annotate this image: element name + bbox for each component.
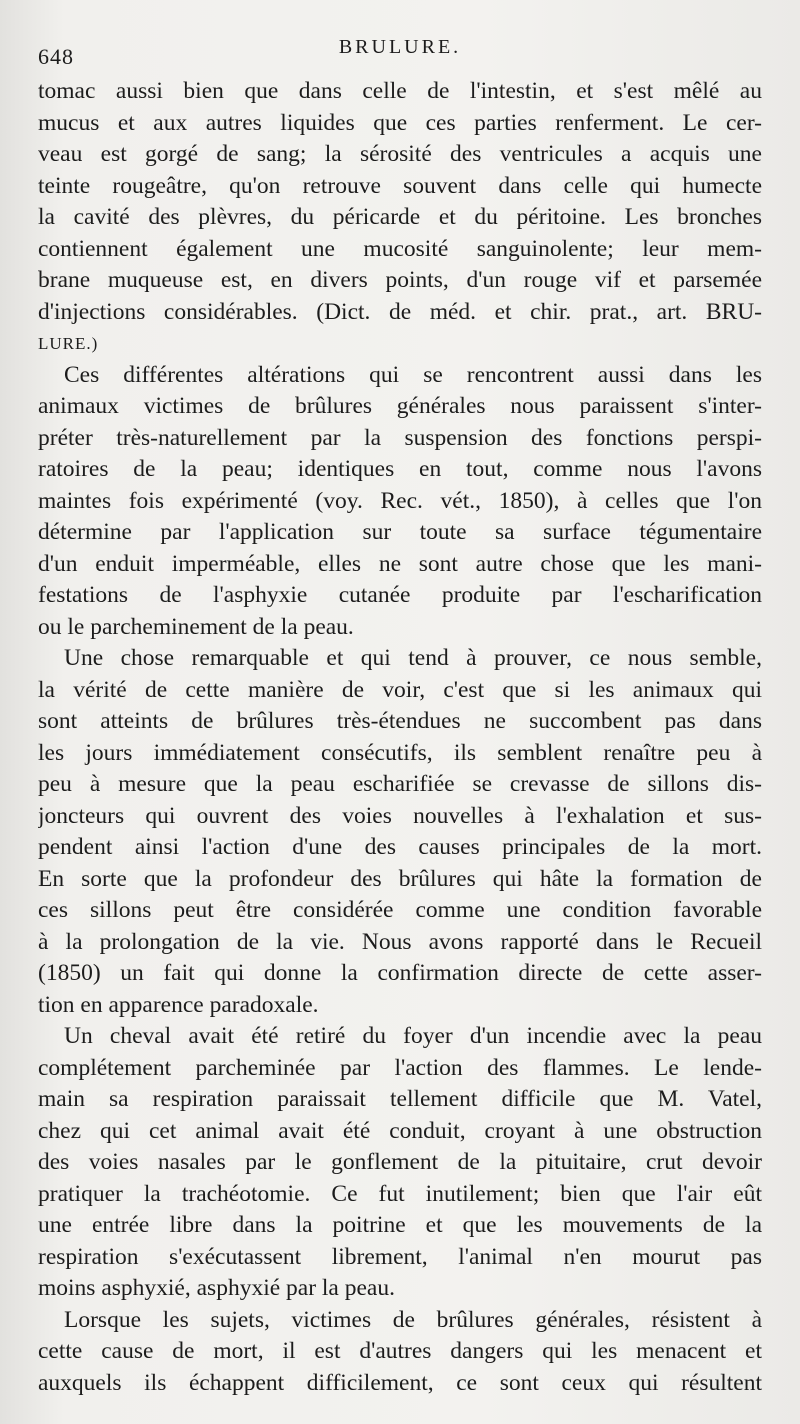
text-line: une entrée libre dans la poitrine et que les mouvements de la [38,1212,762,1238]
text-line: à la prolongation de la vie. Nous avons rapporté dans le Recueil [38,928,762,955]
text-line: En sorte que la profondeur des brûlures qui hâte la formation de [38,865,762,892]
text-line: Lorsque les sujets, victimes de brûlures générales, résistent à [64,1306,762,1333]
text-line: ces sillons peut être considérée comme une condition favorable [38,897,762,923]
text-line: la cavité des plèvres, du péricarde et du péritoine. Les bronches [38,204,762,230]
text-line: Une chose remarquable et qui tend à prouver, ce nous semble, [64,645,762,671]
text-line: animaux victimes de brûlures générales nous paraissent s'inter- [38,393,762,419]
text-line: tomac aussi bien que dans celle de l'intestin, et s'est mêlé au [38,78,762,104]
text-line: tion en apparence paradoxale. [38,991,319,1018]
text-line: Un cheval avait été retiré du foyer d'un incendie avec la peau [64,1023,762,1049]
text-line: pendent ainsi l'action d'une des causes principales de la mort. [38,834,762,860]
text-line: d'injections considérables. (Dict. de méd. et chir. prat., art. BRU- [38,298,762,325]
text-line: chez qui cet animal avait été conduit, croyant à une obstruction [38,1117,762,1144]
text-line: maintes fois expérimenté (voy. Rec. vét., 1850), à celles que l'on [38,487,762,514]
text-line: Ces différentes altérations qui se rencontrent aussi dans les [64,361,762,388]
text-line: pratiquer la trachéotomie. Ce fut inutilement; bien que l'air eût [38,1180,762,1207]
text-line: des voies nasales par le gonflement de la pituitaire, crut devoir [38,1149,762,1175]
text-line: complétement parcheminée par l'action des flammes. Le lende- [38,1054,762,1081]
body-text [38,76,762,1399]
text-line: moins asphyxié, asphyxié par la peau. [38,1275,395,1301]
text-line: festations de l'asphyxie cutanée produite par l'escharification [38,582,762,608]
running-head: BRULURE. [338,36,462,58]
text-line: teinte rougeâtre, qu'on retrouve souvent dans celle qui humecte [38,172,762,199]
text-line: mucus et aux autres liquides que ces parties renferment. Le cer- [38,109,762,136]
text-line: veau est gorgé de sang; la sérosité des ventricules a acquis une [38,141,762,167]
text-line: d'un enduit imperméable, elles ne sont autre chose que les mani- [38,550,762,577]
page-number: 648 [38,44,74,69]
text-line: main sa respiration paraissait tellement difficile que M. Vatel, [38,1086,762,1112]
text-line: joncteurs qui ouvrent des voies nouvelles à l'exhalation et sus- [38,802,762,829]
text-line: (1850) un fait qui donne la confirmation directe de cette asser- [38,960,762,986]
text-line: auxquels ils échappent difficilement, ce sont ceux qui résultent [38,1369,762,1396]
text-line: contiennent également une mucosité sanguinolente; leur mem- [38,235,762,262]
text-line: sont atteints de brûlures très-étendues ne succombent pas dans [38,708,762,734]
text-line: cette cause de mort, il est d'autres dangers qui les menacent et [38,1338,762,1364]
text-line: respiration s'exécutassent librement, l'animal n'en mourut pas [38,1243,762,1270]
text-line: peu à mesure que la peau escharifiée se crevasse de sillons dis- [38,771,762,797]
text-line: LURE.) [38,334,99,353]
text-line: ratoires de la peau; identiques en tout, comme nous l'avons [38,456,762,482]
text-line: ou le parcheminement de la peau. [38,613,354,640]
text-line: préter très-naturellement par la suspension des fonctions perspi- [38,424,762,451]
text-line: la vérité de cette manière de voir, c'est que si les animaux qui [38,676,762,703]
text-line: détermine par l'application sur toute sa surface tégumentaire [38,519,762,545]
text-line: brane muqueuse est, en divers points, d'un rouge vif et parsemée [38,267,762,293]
text-line: les jours immédiatement consécutifs, ils semblent renaître peu à [38,739,762,766]
